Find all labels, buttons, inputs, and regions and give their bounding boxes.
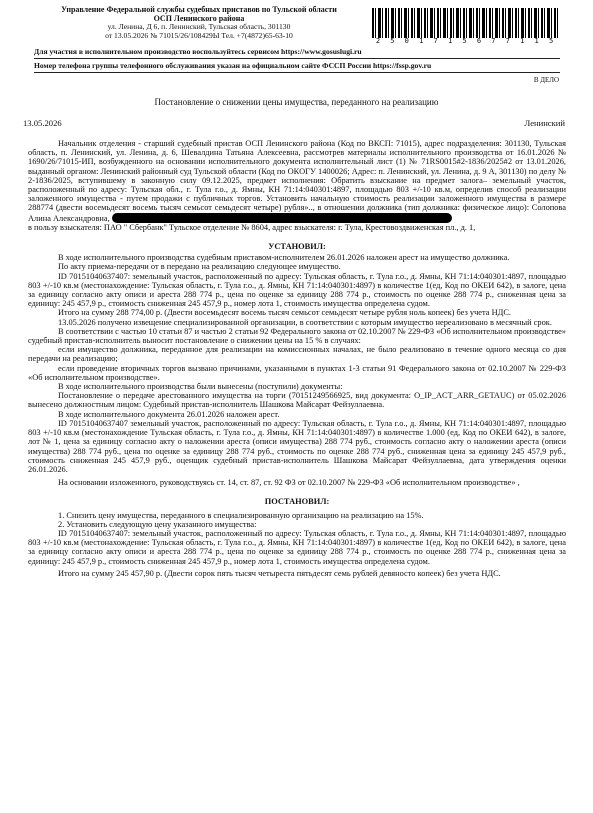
issuer-org: Управление Федеральной службы судебных приставов по Тульской области — [61, 5, 337, 14]
issuer-department: ОСП Ленинского района — [153, 13, 245, 23]
document-reference: от 13.05.2026 № 71015/26/108429Ы Тел. +7(4872)65-63-10 — [105, 30, 293, 40]
creditor-paragraph: в пользу взыскателя: ПАО " Сбербанк" Тульское отделение № 8604, адрес взыскателя: г. Тула, Крестовоздвиженская пл., д. 1, — [28, 222, 476, 232]
paragraph: Постановление о передаче арестованного имущества на торги (70151249566925, вид документа: O_IP_ACT_ARR_GETAUC) от 05.02.2026 вынесено должностным лицом: Судебный пристав-исполнитель Шашкова Майсарат Фейзуллаевна. — [28, 391, 566, 410]
issuer-header — [34, 6, 364, 40]
redaction-mark — [112, 213, 452, 223]
barcode — [372, 8, 560, 38]
v-delo-mark: В ДЕЛО — [533, 76, 559, 84]
paragraph: если имущество должника, переданное для реализации на комиссионных началах, не было реализовано в течение одного месяца со дня передачи на реализацию; — [28, 345, 566, 364]
paragraph: Итого на сумму 288 774,00 р. (Двести восемьдесят восемь тысяч семьсот семьдесят четыре рубля ноль копеек) без учета НДС. — [58, 308, 512, 318]
resolution-item: ID 70151040637407: земельный участок, расположенный по адресу: Тульская область, г. Тула г.о., д. Ямны, КН 71:14:040301:4897, площадью 803 +/-10 кв.м (местонахождение: Тульская область, г. Тула г.о., д. Ямны, КН 71:14:040301:4897) в количестве 1(ед, Код по ОКЕИ 642), в залоге, цена за единицу согласно акту описи и ареста 288 774 р., цена по оценке за единицу 288 774 р., стоимость по оценке 288 774 р., сниженная цена за единицу: 245 457,9 р., стоимость сниженная 245 457,9 р., номер лота 1, стоимость имущества определена судом. — [28, 528, 566, 566]
intro-paragraph: Начальник отделения - старший судебный пристав ОСП Ленинского района (Код по ВКСП: 71015), адрес подразделения: 301130, Тульская область, п. Ленинский, ул. Ленина, д. 6, Шевалдина Татьяна Алексеевна, рассмотрев материалы исполнительного производства от 16.01.2026 № 1690/26/71015-ИП, возбужденного на основании исполнительного документа исполнительный лист (1) № 71RS0015#2-1836/2025#2 от 13.01.2026, выданный органом: Ленинский районный суд Тульской области (Код по ОКОГУ 1400026; Адрес: п. Ленинский, ул. Ленина, д. 9 А, 301130) по делу № 2-1836/2025, вступившему в законную силу 09.12.2025, предмет исполнения: Обратить взыскание на предмет залога– земельный участок, расположенный по адресу: Тульская обл., г. Тула г.о., д. Ямны, КН 71:14:040301:4897, площадью 803 +/-10 кв.м, определив способ реализации заложенного имущества - путем продажи с публичных торгов. Установить начальную стоимость реализации заложенного имущества в размере 288774 (двести восемьдесят восемь тысяч семьсот семьдесят четыре) рубля».., в отношении должника (тип должника: физическое лицо): Солопова Алина Александровна, — [28, 139, 566, 223]
document-title: Постановление о снижении цены имущества, переданного на реализацию — [154, 97, 439, 107]
issuer-address: ул. Ленина, Д 6, п. Ленинский, Тульская область, 301130 — [107, 22, 291, 32]
barcode-number: 2 5 0 1 7 1 5 6 7 7 1 1 5 — [375, 37, 557, 45]
gosuslugi-notice: Для участия в исполнительном производство воспользуйтесь сервисом https://www.gosuslugi.ru — [34, 47, 362, 56]
paragraph: ID 70151040637407 земельный участок, расположенный по адресу: Тульская область, г. Тула г.о., д. Ямны, КН 71:14:040301:4897, площадью 803 +/-10 кв.м (местонахождение Тульская область, г. Тула г.о., д. Ямны, КН 71:14:040301:4897) в количестве 1.000 (ед, Код по ОКЕИ 642), в залоге, лот № 1, цена за единицу согласно акту о наложении ареста (описи имущества) 288 774 руб., стоимость согласно акту о наложении ареста (описи имущества) 288 774 руб., цена по оценке за единицу 288 774 руб., стоимость по оценке 288 774 руб., сниженная цена за единицу 245 457,9 руб., стоимость сниженная 245 457,9 руб., оценщик судебный пристав-исполнитель Шашкова Майсарат Фейзуллаевна, дата утверждения оценки 26.01.2026. — [28, 418, 566, 474]
document-body — [28, 139, 566, 578]
ustanovil-heading: УСТАНОВИЛ: — [268, 242, 326, 252]
paragraph: 13.05.2026 получено извещение специализированной организации, в соответствии с которым имущество нереализовано в месячный срок. — [58, 317, 552, 327]
paragraph: По акту приема-передачи от в передано на реализацию следующее имущество. — [58, 262, 341, 272]
divider — [34, 58, 560, 59]
paragraph: В ходе исполнительного производства были вынесены (поступили) документы: — [58, 382, 343, 392]
postanovil-heading: ПОСТАНОВИЛ: — [264, 497, 330, 507]
divider — [34, 72, 560, 73]
paragraph: В соответствии с частью 10 статьи 87 и частью 2 статьи 92 Федерального закона от 02.10.2007 № 229-ФЗ «Об исполнительном производстве» судебный пристав-исполнитель выносит постановление о снижении цены на 15 % в случаях: — [28, 326, 566, 346]
document-date: 13.05.2026 — [23, 118, 62, 128]
paragraph: На основании изложенного, руководствуясь ст. 14, ст. 87, ст. 92 ФЗ от 02.10.2007 № 229-ФЗ «Об исполнительном производстве» , — [58, 478, 520, 488]
paragraph: В ходе исполнительного документа 26.01.2026 наложен арест. — [58, 409, 280, 419]
resolution-item: Итого на сумму 245 457,90 р. (Двести сорок пять тысяч четыреста пятьдесят семь рублей девяносто копеек) без учета НДС. — [58, 568, 501, 578]
resolution-item: 1. Снизить цену имущества, переданного в специализированную организацию на реализацию на 15%. — [58, 510, 424, 520]
phone-notice: Номер телефона группы телефонного обслуживания указан на официальном сайте ФССП России https://fssp.gov.ru — [34, 61, 432, 70]
document-city: Ленинский — [524, 118, 565, 128]
resolution-item: 2. Установить следующую цену указанного имущества: — [58, 519, 257, 529]
paragraph: В ходе исполнительного производства судебным приставом-исполнителем 26.01.2026 наложен арест на имущество должника. — [58, 253, 510, 263]
paragraph: ID 70151040637407: земельный участок, расположенный по адресу: Тульская область, г. Тула г.о., д. Ямны, КН 71:14:040301:4897, площадью 803 +/-10 кв.м (местонахождение: Тульская область, г. Тула г.о., д. Ямны, КН 71:14:040301:4897) в количестве 1(ед, Код по ОКЕИ 642), в залоге, цена за единицу согласно акту описи и ареста 288 774 р., цена по оценке за единицу 288 774 р., стоимость по оценке 288 774 р., сниженная цена за единицу: 245 457,9 р., стоимость сниженная 245 457,9 р., номер лота 1, стоимость имущества определена судом. — [28, 271, 566, 309]
paragraph: если проведение вторичных торгов вызвано причинами, указанными в пунктах 1-3 статьи 91 Федерального закона от 02.10.2007 № 229-ФЗ «Об исполнительном производстве». — [28, 363, 566, 382]
